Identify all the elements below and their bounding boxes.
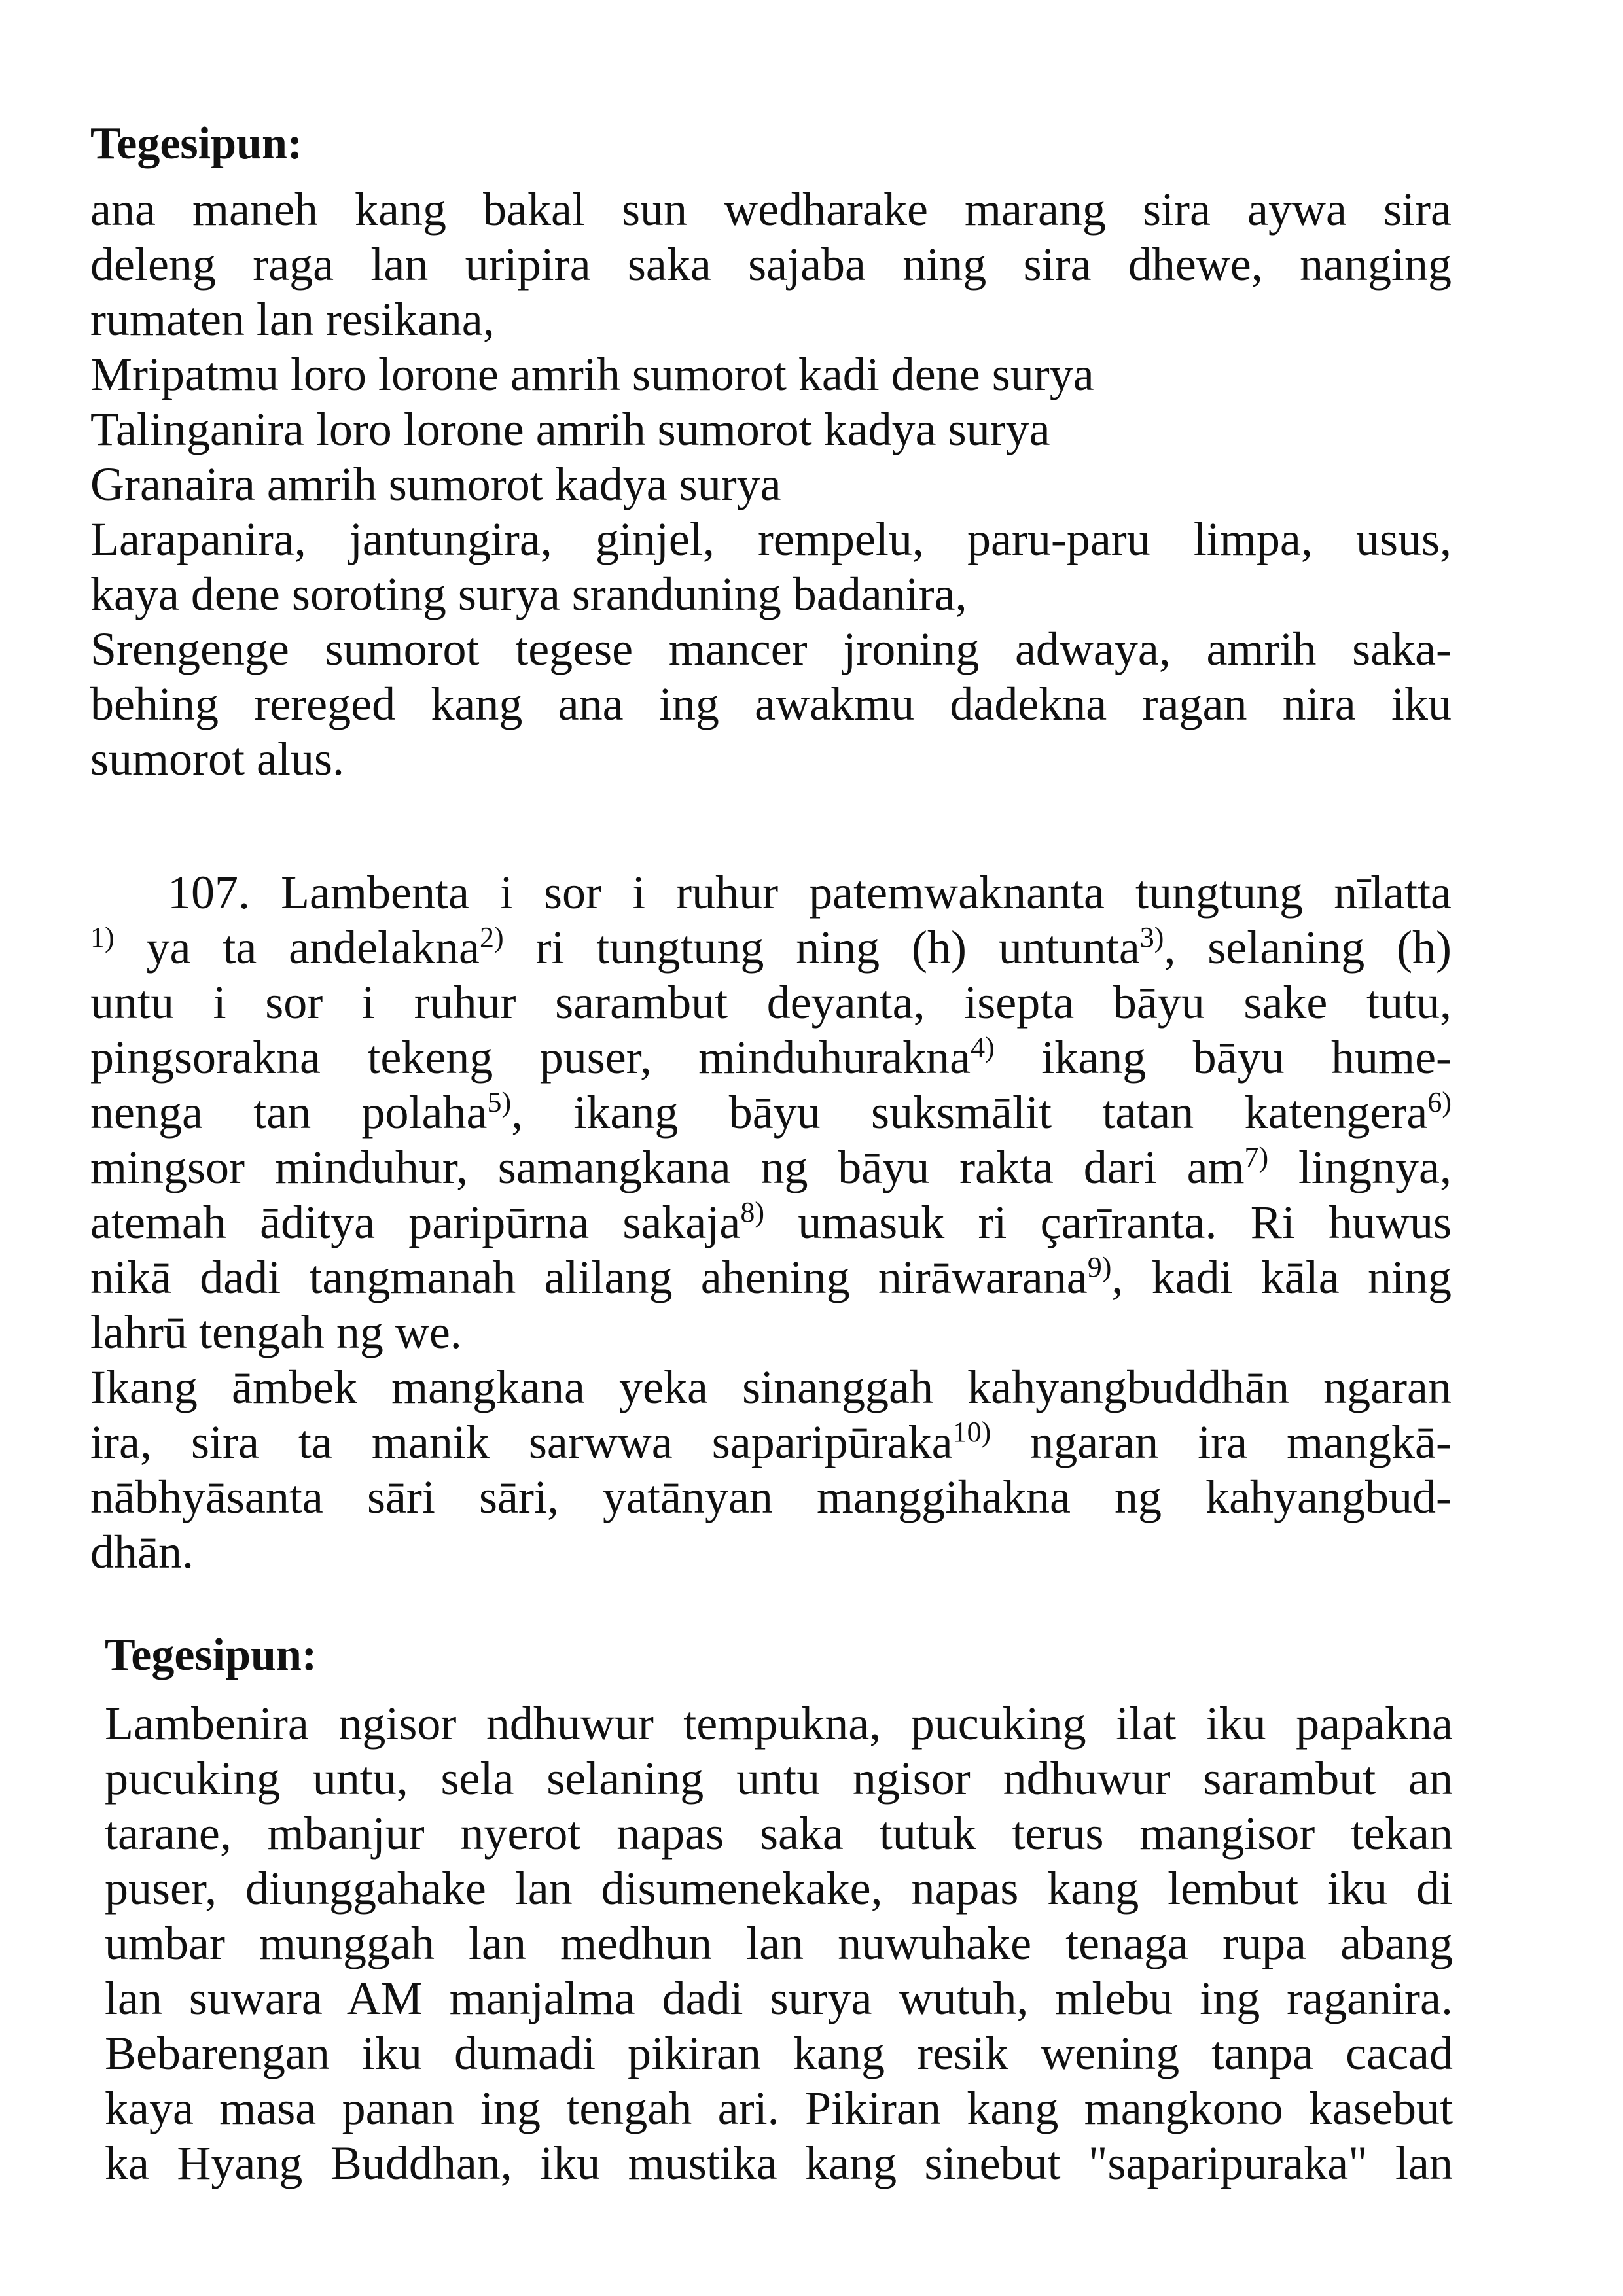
text-line: umbar munggah lan medhun lan nuwuhake tenaga rupa abang <box>105 1917 1453 1969</box>
text-line: kaya dene soroting surya sranduning badanira, <box>90 568 967 620</box>
verse-text: nikā dadi tangmanah alilang ahening nirāwarana <box>90 1251 1088 1303</box>
text-line: Lambenira ngisor ndhuwur tempukna, pucuking ilat iku papakna <box>105 1697 1453 1750</box>
text-line: puser, diunggahake lan disumenekake, napas kang lembut iku di <box>105 1862 1453 1915</box>
text-line: rumaten lan resikana, <box>90 293 495 345</box>
footnote-ref: 10) <box>952 1416 991 1448</box>
verse-text: , selaning (h) <box>1164 921 1452 974</box>
text-line: deleng raga lan uripira saka sajaba ning sira dhewe, nanging <box>90 238 1452 291</box>
verse-text: ri tungtung ning (h) untunta <box>535 921 1140 974</box>
text-line: Larapanira, jantungira, ginjel, rempelu, paru-paru limpa, usus, <box>90 513 1452 565</box>
text-line: sumorot alus. <box>90 733 344 785</box>
verse-text: pingsorakna tekeng puser, minduhurakna <box>90 1031 971 1084</box>
verse-text: ira, sira ta manik sarwwa saparipūraka <box>90 1416 953 1468</box>
verse-line: lahrū tengah ng we. <box>90 1306 462 1358</box>
verse-line <box>90 1195 1452 1250</box>
verse-line <box>90 1085 1452 1140</box>
verse-text: , ikang bāyu suksmālit tatan katengera <box>511 1086 1428 1139</box>
verse-text: lingnya, <box>1298 1141 1452 1193</box>
text-line: Granaira amrih sumorot kadya surya <box>90 458 781 510</box>
verse-text: nenga tan polaha <box>90 1086 488 1139</box>
tegesipun-paragraph-1 <box>90 182 1452 786</box>
text-line: ana maneh kang bakal sun wedharake marang sira aywa sira <box>90 183 1452 236</box>
verse-line <box>90 1140 1452 1195</box>
text-line: ka Hyang Buddhan, iku mustika kang sinebut "saparipuraka" lan <box>105 2137 1453 2189</box>
footnote-ref: 9) <box>1087 1251 1112 1283</box>
verse-line <box>90 920 1452 975</box>
footnote-ref: 8) <box>740 1196 764 1228</box>
footnote-ref: 5) <box>487 1086 512 1118</box>
text-line: lan suwara AM manjalma dadi surya wutuh, mlebu ing raganira. <box>105 1972 1453 2024</box>
footnote-ref: 1) <box>90 921 115 953</box>
verse-text: ya ta andelakna <box>146 921 480 974</box>
footnote-ref: 6) <box>1427 1086 1452 1118</box>
verse-text: atemah āditya paripūrna sakaja <box>90 1196 741 1248</box>
verse-text: , kadi kāla ning <box>1111 1251 1452 1303</box>
text-line: pucuking untu, sela selaning untu ngisor ndhuwur sarambut an <box>105 1752 1453 1805</box>
text-line: Srengenge sumorot tegese mancer jroning adwaya, amrih saka- <box>90 623 1452 675</box>
verse-line <box>90 1030 1452 1085</box>
text-line: behing rereged kang ana ing awakmu dadekna ragan nira iku <box>90 678 1452 730</box>
verse-line <box>90 1415 1452 1470</box>
text-line: kaya masa panan ing tengah ari. Pikiran kang mangkono kasebut <box>105 2082 1453 2134</box>
verse-text: ngaran ira mangkā- <box>1030 1416 1452 1468</box>
footnote-ref: 3) <box>1139 921 1164 953</box>
footnote-ref: 2) <box>479 921 504 953</box>
verse-line: dhān. <box>90 1526 194 1578</box>
verse-107 <box>90 865 1452 1580</box>
verse-line: Ikang āmbek mangkana yeka sinanggah kahyangbuddhān ngaran <box>90 1361 1452 1413</box>
text-line: tarane, mbanjur nyerot napas saka tutuk terus mangisor tekan <box>105 1807 1453 1860</box>
verse-text: umasuk ri çarīranta. Ri huwus <box>798 1196 1452 1248</box>
tegesipun-heading-2: Tegesipun: <box>105 1630 317 1680</box>
tegesipun-heading-1: Tegesipun: <box>90 118 303 169</box>
verse-line: untu i sor i ruhur sarambut deyanta, isepta bāyu sake tutu, <box>90 976 1452 1029</box>
verse-line: nābhyāsanta sāri sāri, yatānyan manggihakna ng kahyangbud- <box>90 1471 1452 1523</box>
text-line: Mripatmu loro lorone amrih sumorot kadi dene surya <box>90 348 1094 400</box>
text-line: Bebarengan iku dumadi pikiran kang resik wening tanpa cacad <box>105 2027 1453 2079</box>
text-line: Talinganira loro lorone amrih sumorot kadya surya <box>90 403 1050 455</box>
verse-text: mingsor minduhur, samangkana ng bāyu rakta dari am <box>90 1141 1245 1193</box>
footnote-ref: 7) <box>1244 1141 1269 1173</box>
verse-line: 107. Lambenta i sor i ruhur patemwaknanta tungtung nīlatta <box>168 866 1452 919</box>
verse-text: ikang bāyu hume- <box>1041 1031 1452 1084</box>
footnote-ref: 4) <box>971 1031 995 1063</box>
tegesipun-paragraph-2 <box>105 1696 1453 2191</box>
verse-line <box>90 1250 1452 1305</box>
